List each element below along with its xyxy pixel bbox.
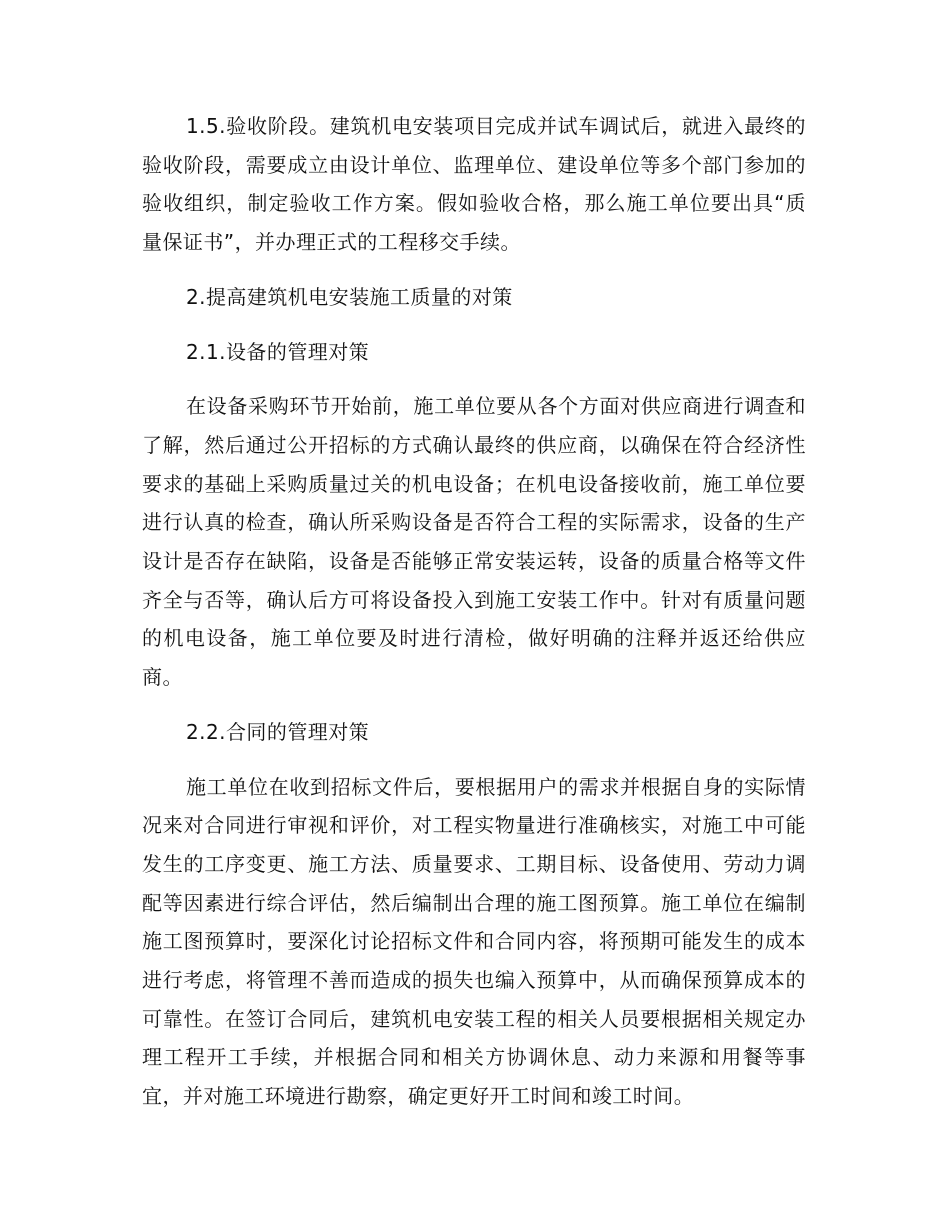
paragraph-acceptance-stage: 1.5.验收阶段。建筑机电安装项目完成并试车调试后，就进入最终的验收阶段，需要成立由设计单位、监理单位、建设单位等多个部门参加的验收组织，制定验收工作方案。假如验收合格，那么施工单位要出具“质量保证书”，并办理正式的工程移交手续。 bbox=[142, 114, 806, 255]
paragraph-equipment-management: 在设备采购环节开始前，施工单位要从各个方面对供应商进行调查和了解，然后通过公开招标的方式确认最终的供应商，以确保在符合经济性要求的基础上采购质量过关的机电设备；在机电设备接收前，施工单位要进行认真的检查，确认所采购设备是否符合工程的实际需求，设备的生产设计是否存在缺陷，设备是否能够正常安装运转，设备的质量合格等文件齐全与否等，确认后方可将设备投入到施工安装工作中。针对有质量问题的机电设备，施工单位要及时进行清检，做好明确的注释并返还给供应商。 bbox=[142, 394, 806, 690]
paragraph-contract-management: 施工单位在收到招标文件后，要根据用户的需求并根据自身的实际情况来对合同进行审视和评价，对工程实物量进行准确核实，对施工中可能发生的工序变更、施工方法、质量要求、工期目标、设备使用、劳动力调配等因素进行综合评估，然后编制出合理的施工图预算。施工单位在编制施工图预算时，要深化讨论招标文件和合同内容，将预期可能发生的成本进行考虑，将管理不善而造成的损失也编入预算中，从而确保预算成本的可靠性。在签订合同后，建筑机电安装工程的相关人员要根据相关规定办理工程开工手续，并根据合同和相关方协调休息、动力来源和用餐等事宜，并对施工环境进行勘察，确定更好开工时间和竣工时间。 bbox=[142, 774, 806, 1109]
document-page bbox=[142, 107, 806, 1116]
subsection-heading-equipment: 2.1.设备的管理对策 bbox=[186, 339, 370, 364]
section-heading-countermeasures: 2.提高建筑机电安装施工质量的对策 bbox=[186, 284, 513, 309]
subsection-heading-contract: 2.2.合同的管理对策 bbox=[186, 719, 370, 744]
